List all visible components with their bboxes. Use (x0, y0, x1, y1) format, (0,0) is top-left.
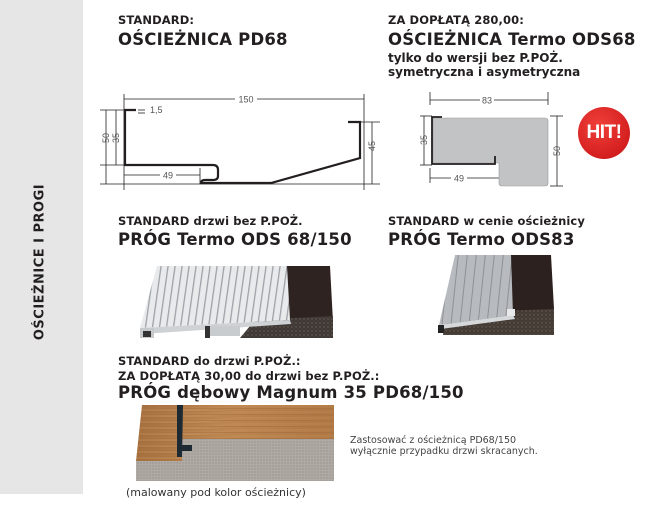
threshold-oak-caption: (malowany pod kolor ościeżnicy) (126, 486, 306, 499)
svg-text:49: 49 (453, 173, 465, 184)
threshold-ods83-label: STANDARD w cenie ościeżnicy (388, 214, 585, 228)
threshold-oak-label-2: ZA DOPŁATĄ 30,00 do drzwi bez P.POŻ.: (118, 369, 380, 383)
threshold-oak-label-1: STANDARD do drzwi P.POŻ.: (118, 354, 301, 368)
frame-termo-title: OŚCIEŻNICA Termo ODS68 (388, 30, 636, 49)
frame-termo-subtitle-2: symetryczna i asymetryczna (388, 65, 581, 79)
frame-termo-diagram (400, 88, 570, 193)
threshold-ods68-title: PRÓG Termo ODS 68/150 (118, 230, 352, 249)
threshold-ods83-image (433, 253, 563, 335)
hit-badge-label: HIT! (586, 122, 622, 143)
svg-text:50: 50 (552, 145, 562, 157)
threshold-oak-note-2: wyłącznie przypadku drzwi skracanych. (350, 446, 538, 457)
svg-text:45: 45 (367, 140, 377, 152)
frame-pd68-diagram (95, 90, 385, 195)
sidebar-title: OŚCIEŻNICE I PROGI (32, 183, 48, 341)
frame-pd68-title: OŚCIEŻNICA PD68 (118, 30, 288, 49)
threshold-oak-note-1: Zastosować z ościeżnicą PD68/150 (350, 435, 517, 446)
frame-termo-subtitle-1: tylko do wersji bez P.POŻ. (388, 51, 563, 65)
threshold-ods68-image (135, 262, 335, 338)
svg-text:35: 35 (111, 132, 121, 144)
svg-text:35: 35 (419, 134, 429, 146)
threshold-ods68-label: STANDARD drzwi bez P.POŻ. (118, 214, 303, 228)
svg-text:49: 49 (162, 170, 174, 181)
svg-text:83: 83 (481, 95, 493, 106)
threshold-ods83-title: PRÓG Termo ODS83 (388, 230, 575, 249)
svg-text:150: 150 (238, 94, 254, 105)
frame-termo-label: ZA DOPŁATĄ 280,00: (388, 13, 524, 27)
threshold-oak-title: PRÓG dębowy Magnum 35 PD68/150 (118, 383, 464, 402)
svg-text:50: 50 (101, 132, 111, 144)
hit-badge (578, 107, 630, 159)
frame-pd68-label: STANDARD: (118, 13, 195, 27)
svg-text:1,5: 1,5 (150, 105, 163, 115)
sidebar (0, 0, 83, 494)
threshold-oak-image (134, 405, 339, 483)
